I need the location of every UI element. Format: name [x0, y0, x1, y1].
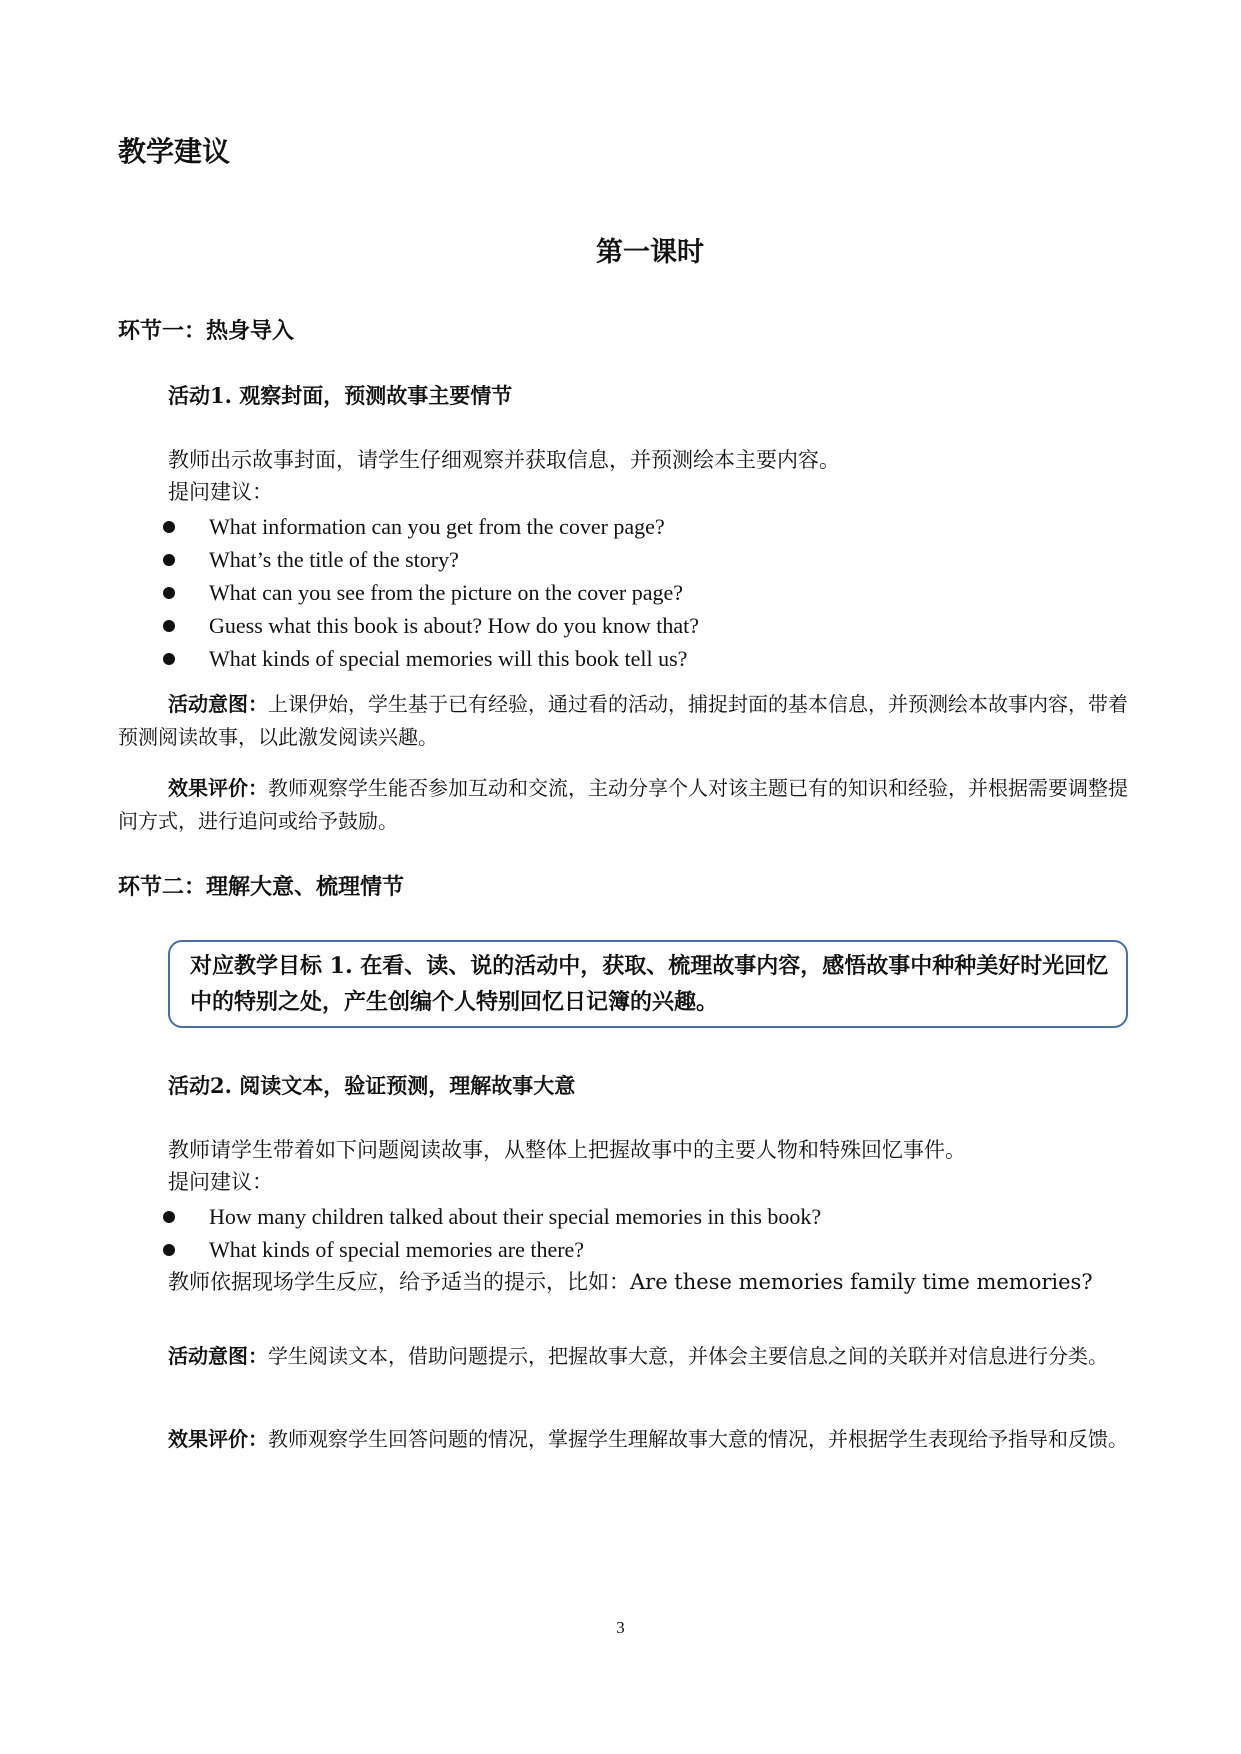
activity1-intro: 教师出示故事封面，请学生仔细观察并获取信息，并预测绘本主要内容。 [168, 448, 840, 472]
bullet-icon [163, 1244, 175, 1256]
page-number: 3 [616, 1618, 625, 1637]
bullet-icon [163, 587, 175, 599]
question-text: How many children talked about their special memories in this book? [209, 1204, 822, 1229]
question-text: What kinds of special memories will this book tell us? [209, 646, 688, 671]
question-text: Guess what this book is about? How do you know that? [209, 613, 700, 638]
bullet-icon [163, 620, 175, 632]
step2-title: 环节二：理解大意、梳理情节 [118, 874, 405, 900]
evaluation-label: 效果评价： [168, 1427, 268, 1451]
activity1-questions-label: 提问建议： [168, 480, 273, 504]
activity2-hint: 教师依据现场学生反应，给予适当的提示，比如：Are these memories family time memories? [168, 1270, 1093, 1294]
question-text: What information can you get from the cover page? [209, 514, 665, 539]
evaluation-text: 教师观察学生能否参加互动和交流，主动分享个人对该主题已有的知识和经验，并根据需要调整提问方式，进行追问或给予鼓励。 [118, 776, 1128, 833]
list-item [163, 642, 687, 675]
activity2-questions-label: 提问建议： [168, 1170, 273, 1194]
list-item [163, 1233, 584, 1266]
lesson-title: 第一课时 [596, 237, 704, 268]
activity2-title: 活动2. 阅读文本，验证预测，理解故事大意 [168, 1073, 576, 1098]
activity1-title: 活动1. 观察封面，预测故事主要情节 [168, 383, 513, 408]
activity2-intro: 教师请学生带着如下问题阅读故事，从整体上把握故事中的主要人物和特殊回忆事件。 [168, 1138, 966, 1162]
activity2-intent [118, 1340, 1128, 1373]
activity1-evaluation [118, 772, 1128, 838]
question-text: What kinds of special memories are there? [209, 1237, 585, 1262]
list-item [163, 510, 665, 543]
activity1-intent [118, 688, 1128, 754]
question-text: What can you see from the picture on the cover page? [209, 580, 684, 605]
intent-text: 学生阅读文本，借助问题提示，把握故事大意，并体会主要信息之间的关联并对信息进行分类。 [268, 1344, 1108, 1368]
bullet-icon [163, 554, 175, 566]
step1-title: 环节一：热身导入 [118, 318, 295, 344]
intent-text: 上课伊始，学生基于已有经验，通过看的活动，捕捉封面的基本信息，并预测绘本故事内容，带着预测阅读故事，以此激发阅读兴趣。 [118, 692, 1128, 749]
list-item [163, 1200, 821, 1233]
list-item [163, 543, 459, 576]
bullet-icon [163, 1211, 175, 1223]
list-item [163, 609, 699, 642]
section-title: 教学建议 [118, 135, 231, 168]
bullet-icon [163, 653, 175, 665]
intent-label: 活动意图： [168, 692, 268, 716]
list-item [163, 576, 683, 609]
evaluation-label: 效果评价： [168, 776, 268, 800]
bullet-icon [163, 521, 175, 533]
teaching-goal-text: 对应教学目标 1. 在看、读、说的活动中，获取、梳理故事内容，感悟故事中种种美好时光回忆中的特别之处，产生创编个人特别回忆日记簿的兴趣。 [190, 953, 1109, 1015]
intent-label: 活动意图： [168, 1344, 268, 1368]
evaluation-text: 教师观察学生回答问题的情况，掌握学生理解故事大意的情况，并根据学生表现给予指导和反馈。 [268, 1427, 1128, 1451]
question-text: What’s the title of the story? [209, 547, 459, 572]
activity2-evaluation [118, 1423, 1128, 1456]
